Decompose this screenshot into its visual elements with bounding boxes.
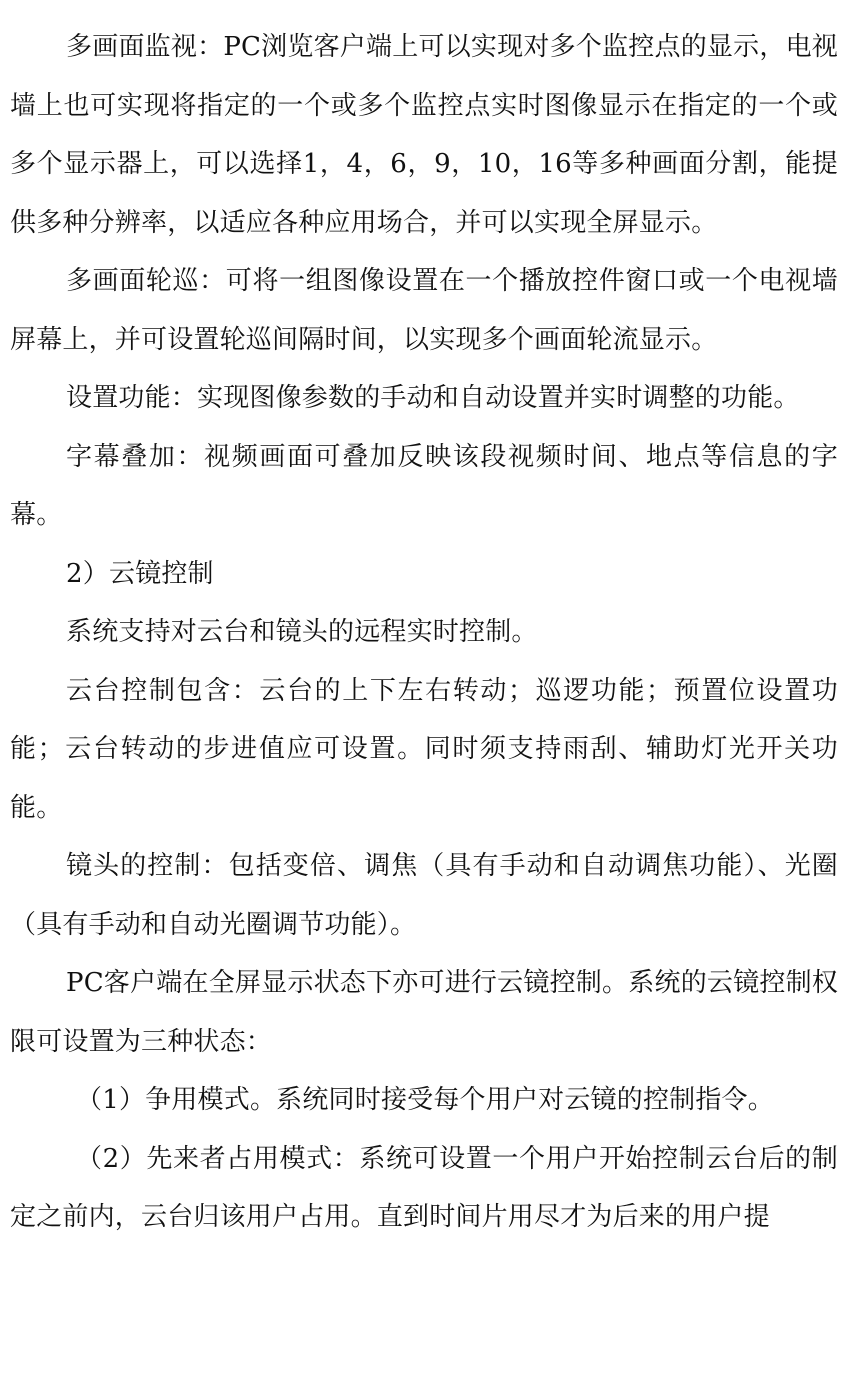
list-item-first-come-mode: （2）先来者占用模式：系统可设置一个用户开始控制云台后的制定之前内，云台归该用户占用。直到时间片用尽才为后来的用户提 (10, 1143, 838, 1232)
document-page (10, 18, 838, 1247)
paragraph-lens-control: 镜头的控制：包括变倍、调焦（具有手动和自动调焦功能）、光圈（具有手动和自动光圈调节功能）。 (10, 851, 838, 940)
paragraph-fullscreen-ptz: PC客户端在全屏显示状态下亦可进行云镜控制。系统的云镜控制权限可设置为三种状态： (10, 968, 838, 1057)
list-item-contention-mode: （1）争用模式。系统同时接受每个用户对云镜的控制指令。 (76, 1085, 774, 1115)
paragraph-remote-control-support: 系统支持对云台和镜头的远程实时控制。 (66, 617, 538, 647)
paragraph-pan-tilt-control: 云台控制包含：云台的上下左右转动；巡逻功能；预置位设置功能；云台转动的步进值应可设置。同时须支持雨刮、辅助灯光开关功能。 (10, 675, 838, 823)
paragraph-multi-screen-monitoring: 多画面监视：PC浏览客户端上可以实现对多个监控点的显示，电视墙上也可实现将指定的一个或多个监控点实时图像显示在指定的一个或多个显示器上，可以选择1，4，6，9，10，16等多种画面分割，能提供多种分辨率，以适应各种应用场合，并可以实现全屏显示。 (10, 32, 838, 238)
paragraph-multi-screen-patrol: 多画面轮巡：可将一组图像设置在一个播放控件窗口或一个电视墙屏幕上，并可设置轮巡间隔时间，以实现多个画面轮流显示。 (10, 266, 838, 355)
paragraph-subtitle-overlay: 字幕叠加：视频画面可叠加反映该段视频时间、地点等信息的字幕。 (10, 441, 838, 530)
section-heading-ptz-control: 2）云镜控制 (66, 558, 214, 589)
paragraph-settings-function: 设置功能：实现图像参数的手动和自动设置并实时调整的功能。 (66, 383, 800, 413)
